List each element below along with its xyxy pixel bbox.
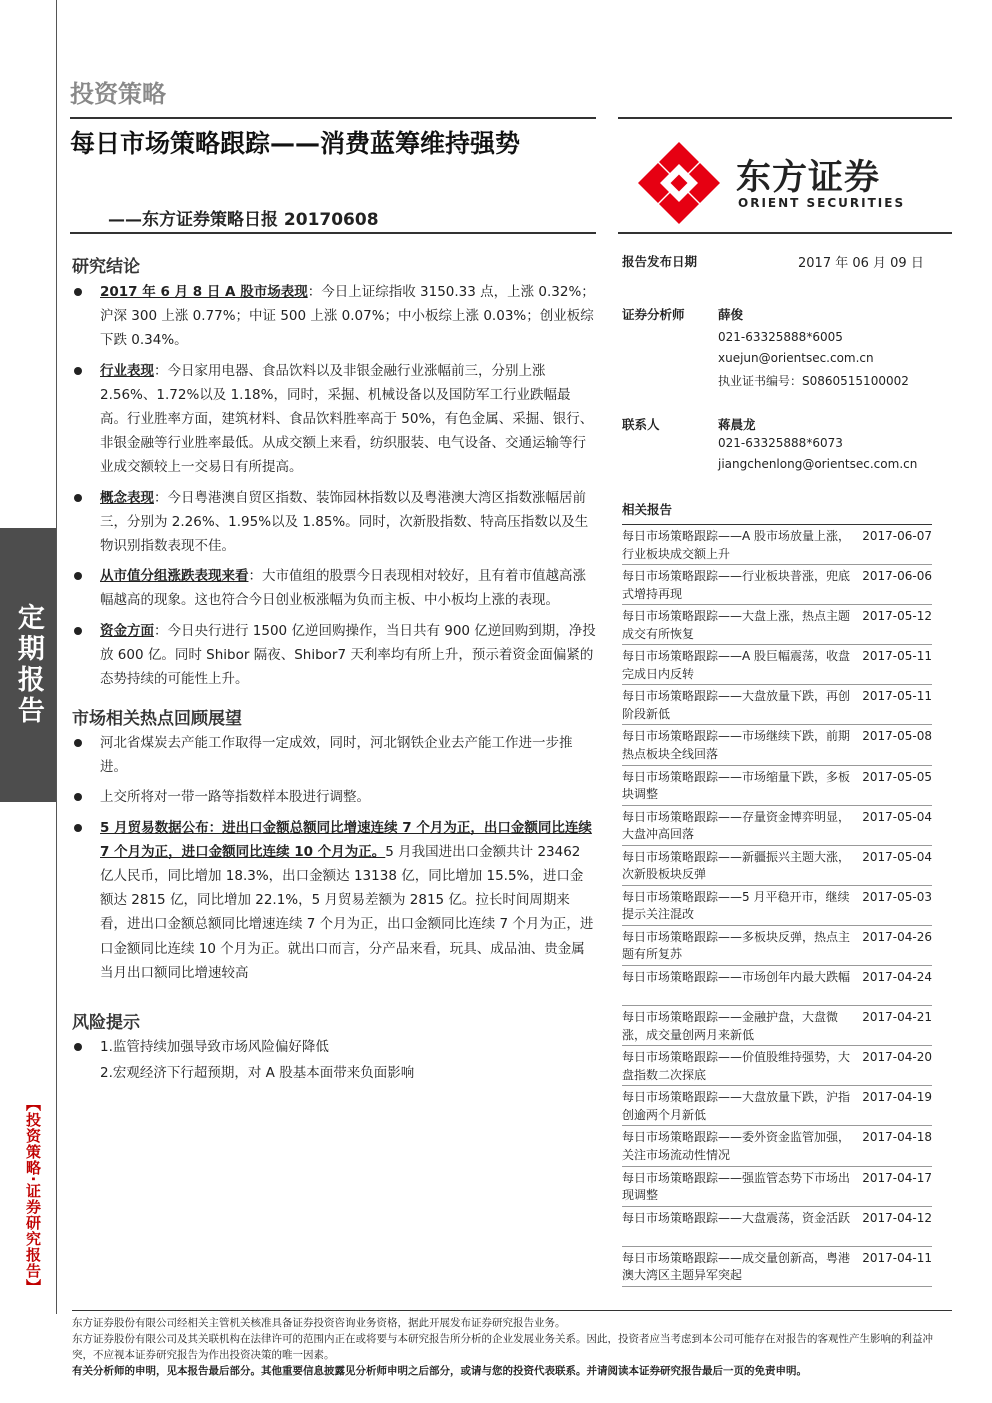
report-category: 投资策略	[70, 80, 166, 108]
related-report-date: 2017-05-11	[862, 689, 932, 704]
date-value: 2017 年 06 月 09 日	[798, 256, 924, 271]
related-report-date: 2017-04-12	[862, 1210, 932, 1225]
related-report-row[interactable]	[622, 1126, 932, 1166]
logo-bottom-rule	[618, 232, 952, 234]
hotspot-item	[72, 731, 596, 779]
date-label: 报告发布日期	[622, 254, 698, 269]
orient-logo-icon	[636, 140, 722, 226]
related-report-title[interactable]: 每日市场策略跟踪——大盘震荡，资金活跃	[622, 1210, 851, 1225]
related-report-row[interactable]	[622, 1207, 932, 1247]
conclusion-item	[72, 619, 596, 692]
related-report-title[interactable]: 每日市场策略跟踪——A 股市场放量上涨，行业板块成交额上升	[622, 529, 851, 561]
page-subtitle: ——东方证券策略日报 20170608	[108, 210, 379, 230]
bullet-lead: 5 月贸易数据公布：进出口金额总额同比增速连续 7 个月为正，出口金额同比连续 7 个月为正，进口金额同比连续 10 个月为正。	[100, 819, 592, 860]
analyst-phone: 021-63325888*6005	[718, 330, 843, 344]
bullet-lead: 2017 年 6 月 8 日 A 股市场表现	[100, 284, 308, 300]
bullet-text: 上交所将对一带一路等指数样本股进行调整。	[100, 789, 370, 806]
bullet-text: 河北省煤炭去产能工作取得一定成效，同时，河北钢铁企业去产能工作进一步推进。	[100, 735, 573, 776]
risk-list	[72, 1035, 596, 1085]
related-header: 相关报告	[622, 500, 932, 525]
bullet-icon	[74, 572, 82, 580]
related-report-date: 2017-05-05	[862, 769, 932, 784]
related-report-row[interactable]	[622, 1167, 932, 1207]
related-report-row[interactable]	[622, 1247, 932, 1287]
contact-email[interactable]: jiangchenlong@orientsec.com.cn	[718, 457, 918, 471]
related-report-date: 2017-05-11	[862, 649, 932, 664]
related-report-title[interactable]: 每日市场策略跟踪——存量资金博弈明显，大盘冲高回落	[622, 809, 851, 842]
bullet-text: ：今日央行进行 1500 亿逆回购操作，当日共有 900 亿逆回购到期，净投放 600 亿。同时 Shibor 隔夜、Shibor7 天利率均有所上升，预示着资金面偏紧的态势持续的可能性上升。	[100, 622, 596, 688]
analyst-cert: 执业证书编号：S0860515100002	[718, 374, 909, 388]
bullet-text: ：今日家用电器、食品饮料以及非银金融行业涨幅前三，分别上涨 2.56%、1.72%以及 1.18%，同时，采掘、机械设备以及国防军工行业跌幅最高。行业胜率方面，建筑材料、食品饮料胜率高于 50%，有色金属、采掘、银行、非银金融等行业胜率最低。从成交额上来看，纺织服装、电气设备、交通运输等行业成交额较上一交易日有所提高。	[100, 362, 594, 476]
related-report-row[interactable]	[622, 806, 932, 846]
footer-line-3: 有关分析师的申明，见本报告最后部分。其他重要信息披露见分析师申明之后部分，或请与您的投资代表联系。并请阅读本证券研究报告最后一页的免责申明。	[72, 1365, 807, 1377]
footer-line-1: 东方证券股份有限公司经相关主管机关核准具备证券投资咨询业务资格，据此开展发布证券研究报告业务。	[72, 1317, 566, 1329]
related-reports	[622, 500, 932, 1287]
bullet-icon	[74, 824, 82, 832]
related-report-date: 2017-04-19	[862, 1090, 932, 1105]
bullet-icon	[74, 793, 82, 801]
related-report-title[interactable]: 每日市场策略跟踪——成交量创新高，粤港澳大湾区主题异军突起	[622, 1250, 851, 1283]
hotspot-list	[72, 731, 596, 985]
contact-phone: 021-63325888*6073	[718, 436, 843, 450]
related-report-title[interactable]: 每日市场策略跟踪——大盘上涨，热点主题成交有所恢复	[622, 609, 851, 641]
footer-disclaimer	[72, 1310, 952, 1379]
related-report-date: 2017-06-07	[862, 529, 932, 543]
title-bottom-rule	[70, 232, 596, 234]
related-report-date: 2017-06-06	[862, 569, 932, 584]
related-report-date: 2017-04-17	[862, 1170, 932, 1185]
related-report-title[interactable]: 每日市场策略跟踪——多板块反弹，热点主题有所复苏	[622, 929, 851, 962]
analyst-label: 证券分析师	[622, 307, 685, 322]
related-report-row[interactable]	[622, 525, 932, 565]
page-title: 每日市场策略跟踪——消费蓝筹维持强势	[70, 129, 521, 158]
related-report-date: 2017-05-04	[862, 809, 932, 824]
related-report-row[interactable]	[622, 645, 932, 685]
related-report-title[interactable]: 每日市场策略跟踪——市场继续下跌，前期热点板块全线回落	[622, 729, 851, 761]
risk-item: 1.监管持续加强导致市场风险偏好降低	[72, 1035, 596, 1059]
bullet-text: ：今日上证综指收 3150.33 点，上涨 0.32%；沪深 300 上涨 0.77%；中证 500 上涨 0.07%；中小板综上涨 0.03%；创业板综下跌 0.34%。	[100, 284, 595, 349]
related-report-date: 2017-04-20	[862, 1050, 932, 1065]
related-report-date: 2017-05-08	[862, 729, 932, 744]
related-report-row[interactable]	[622, 685, 932, 725]
logo-top-rule	[618, 117, 952, 119]
related-report-row[interactable]	[622, 725, 932, 765]
related-report-title[interactable]: 每日市场策略跟踪——A 股巨幅震荡，收盘完成日内反转	[622, 649, 851, 681]
related-report-date: 2017-04-26	[862, 929, 932, 944]
logo-en-text: ORIENT SECURITIES	[738, 196, 906, 210]
related-report-title[interactable]: 每日市场策略跟踪——金融护盘，大盘微涨，成交量创两月来新低	[622, 1010, 839, 1042]
bullet-icon	[74, 739, 82, 747]
bullet-lead: 资金方面	[100, 622, 154, 639]
bullet-text: 5 月我国进出口金额共计 23462 亿人民币，同比增加 18.3%，出口金额达 13138 亿，同比增加 15.5%，进口金额达 2815 亿，同比增加 22.1%，5 月贸易差额为 2815 亿。拉长时间周期来看，进出口金额总额同比增速连续 7 个月为正，出口金额同比连续 7 个月为正，进口金额同比连续 10 个月为正。就出口而言，分产品来看，玩具、成品油、贵金属当月出口额同比增速较高	[100, 843, 594, 981]
conclusion-item	[72, 359, 596, 480]
left-margin-line	[56, 0, 57, 1314]
related-report-date: 2017-05-04	[862, 849, 932, 864]
footer-line-2: 东方证券股份有限公司及其关联机构在法律许可的范围内正在或将要与本研究报告所分析的企业发展业务关系。因此，投资者应当考虑到本公司可能存在对报告的客观性产生影响的利益冲突，不应视本证券研究报告为作出投资决策的唯一因素。	[72, 1333, 933, 1361]
related-report-title[interactable]: 每日市场策略跟踪——市场创年内最大跌幅	[622, 970, 851, 985]
related-report-row[interactable]	[622, 605, 932, 645]
related-report-row[interactable]	[622, 926, 932, 966]
related-report-title[interactable]: 每日市场策略跟踪——委外资金监管加强，关注市场流动性情况	[622, 1130, 851, 1162]
related-report-title[interactable]: 每日市场策略跟踪——价值股维持强势，大盘指数二次探底	[622, 1050, 851, 1082]
conclusion-item	[72, 280, 596, 353]
bullet-icon	[74, 494, 82, 502]
conclusion-item	[72, 564, 596, 612]
related-report-row[interactable]	[622, 966, 932, 1006]
conclusion-item	[72, 486, 596, 559]
related-report-row[interactable]	[622, 1046, 932, 1086]
side-label: 【投资策略·证券研究报告】	[24, 1096, 42, 1295]
related-report-title[interactable]: 每日市场策略跟踪——强监管态势下市场出现调整	[622, 1170, 851, 1202]
related-report-title[interactable]: 每日市场策略跟踪——大盘放量下跌，沪指创逾两个月新低	[622, 1090, 851, 1122]
related-report-date: 2017-04-21	[862, 1010, 932, 1025]
bullet-icon	[74, 627, 82, 635]
related-report-title[interactable]: 每日市场策略跟踪——大盘放量下跌，再创阶段新低	[622, 689, 851, 721]
related-report-row[interactable]	[622, 886, 932, 926]
hotspot-item	[72, 816, 596, 985]
bullet-lead: 概念表现	[100, 489, 154, 506]
contact-label: 联系人	[622, 417, 660, 432]
risk-item: 2.宏观经济下行超预期，对 A 股基本面带来负面影响	[100, 1065, 415, 1082]
related-report-title[interactable]: 每日市场策略跟踪——市场缩量下跌，多板块调整	[622, 769, 851, 802]
section-risk: 风险提示	[72, 1013, 140, 1033]
related-report-date: 2017-04-11	[862, 1250, 932, 1265]
conclusion-list	[72, 280, 596, 691]
bullet-text: ：大市值组的股票今日表现相对较好，且有着市值越高涨幅越高的现象。这也符合今日创业板涨幅为负而主板、中小板均上涨的表现。	[100, 568, 586, 609]
bullet-text: ：今日粤港澳自贸区指数、装饰园林指数以及粤港澳大湾区指数涨幅居前三，分别为 2.26%、1.95%以及 1.85%。同时，次新股指数、特高压指数以及生物识别指数表现不佳。	[100, 489, 589, 555]
logo-cn-text: 东方证券	[736, 158, 881, 198]
related-report-row[interactable]	[622, 1086, 932, 1126]
related-report-title[interactable]: 每日市场策略跟踪——行业板块普涨，兜底式增持再现	[622, 569, 851, 601]
hotspot-item	[72, 785, 596, 809]
related-report-title[interactable]: 每日市场策略跟踪——新疆振兴主题大涨，次新股板块反弹	[622, 849, 851, 882]
section-hotspots: 市场相关热点回顾展望	[72, 709, 242, 729]
bullet-lead: 从市值分组涨跌表现来看	[100, 568, 249, 585]
analyst-name: 薛俊	[718, 307, 744, 322]
related-report-date: 2017-04-18	[862, 1130, 932, 1145]
bullet-icon	[74, 1043, 82, 1051]
related-report-date: 2017-05-03	[862, 889, 932, 904]
bullet-icon	[74, 367, 82, 375]
analyst-email[interactable]: xuejun@orientsec.com.cn	[718, 351, 874, 365]
related-list	[622, 525, 932, 1287]
title-top-rule	[70, 117, 596, 119]
related-report-row[interactable]	[622, 1006, 932, 1046]
related-report-date: 2017-04-24	[862, 970, 932, 985]
related-report-row[interactable]	[622, 565, 932, 605]
bullet-icon	[74, 288, 82, 296]
bullet-lead: 行业表现	[100, 362, 154, 379]
section-conclusion: 研究结论	[72, 257, 140, 277]
related-report-title[interactable]: 每日市场策略跟踪——5 月平稳开市，继续提示关注混改	[622, 889, 850, 922]
related-report-date: 2017-05-12	[862, 609, 932, 624]
side-tab: 定期报告	[0, 528, 56, 802]
related-report-row[interactable]	[622, 766, 932, 806]
contact-name: 蒋晨龙	[718, 417, 756, 432]
related-report-row[interactable]	[622, 846, 932, 886]
